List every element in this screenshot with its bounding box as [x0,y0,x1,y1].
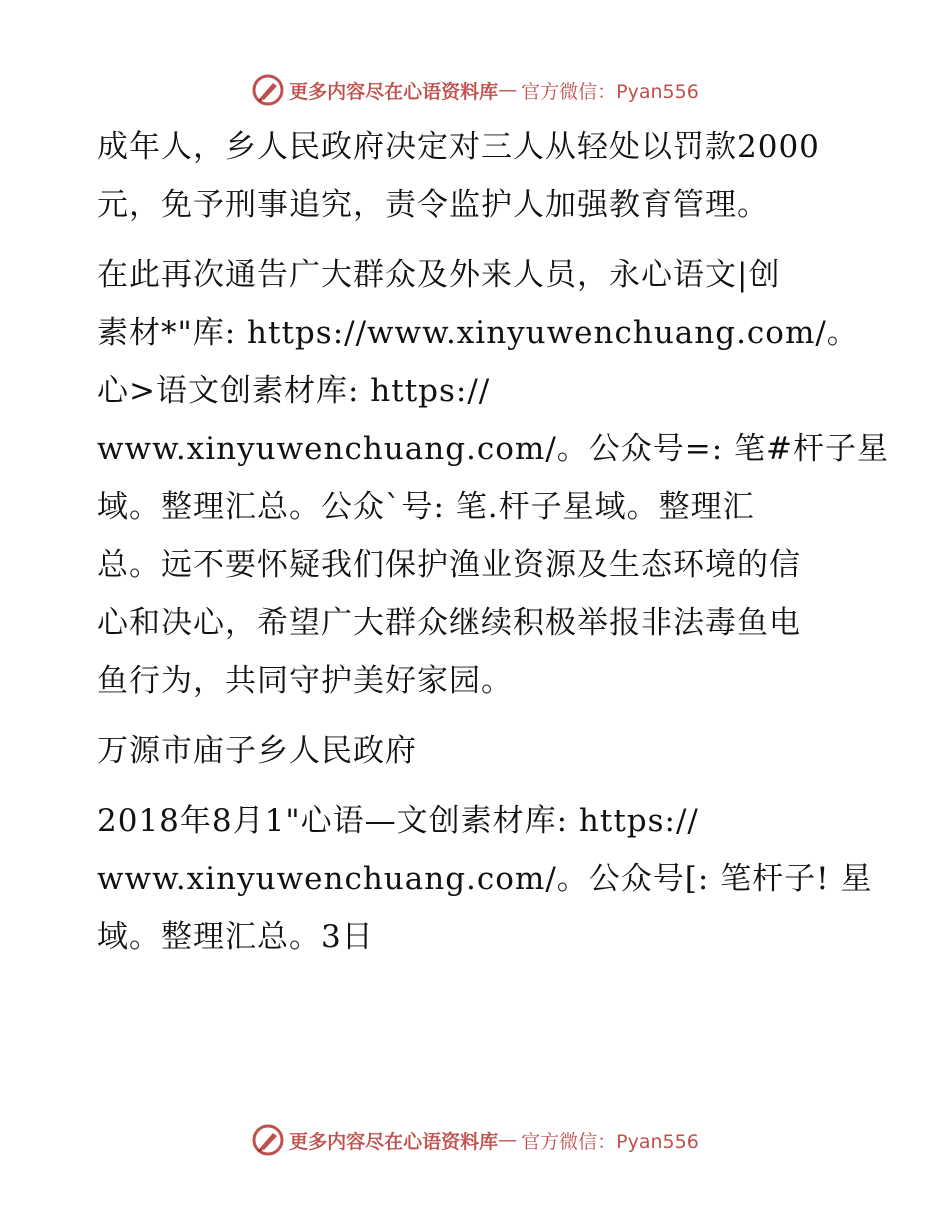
paragraph [97,246,890,710]
text-line: 素材*"库: https://www.xinyuwenchuang.com/。 [97,315,859,351]
document-body [97,118,890,966]
watermark-site-text: 更多内容尽在心语资料库 [289,1130,499,1153]
text-line: 2018年8月1"心语—文创素材库: https:// [97,803,699,839]
text-line: www.xinyuwenchuang.com/。公众号[: 笔杆子! 星 [97,861,873,897]
text-line: 域。整理汇总。公众`号: 笔.杆子星域。整理汇 [97,489,755,525]
text-line: www.xinyuwenchuang.com/。公众号=: 笔#杆子星 [97,431,890,467]
text-line: 总。远不要怀疑我们保护渔业资源及生态环境的信 [97,547,801,583]
watermark-wechat-text: 官方微信：Pyan556 [521,80,699,103]
watermark-site-text: 更多内容尽在心语资料库 [289,80,499,103]
header-watermark [0,70,950,110]
pen-logo-icon [251,1123,285,1157]
paragraph [97,118,867,234]
watermark-wechat-text: 官方微信：Pyan556 [521,1130,699,1153]
text-line: 元，免予刑事追究，责令监护人加强教育管理。 [97,187,769,223]
watermark-separator: — [498,79,518,101]
text-line: 心>语文创素材库: https:// [97,373,491,409]
text-line: 成年人，乡人民政府决定对三人从轻处以罚款2000 [97,129,820,165]
text-line: 心和决心，希望广大群众继续积极举报非法毒鱼电 [97,605,801,641]
text-line: 在此再次通告广大群众及外来人员，永心语文|创 [97,257,781,293]
text-line: 鱼行为，共同守护美好家园。 [97,663,513,699]
signature-line: 万源市庙子乡人民政府 [97,733,417,769]
text-line: 域。整理汇总。3日 [97,919,374,955]
paragraph [97,722,867,780]
footer-watermark [0,1120,950,1160]
watermark-separator: — [498,1129,518,1151]
pen-logo-icon [251,73,285,107]
paragraph [97,792,873,966]
